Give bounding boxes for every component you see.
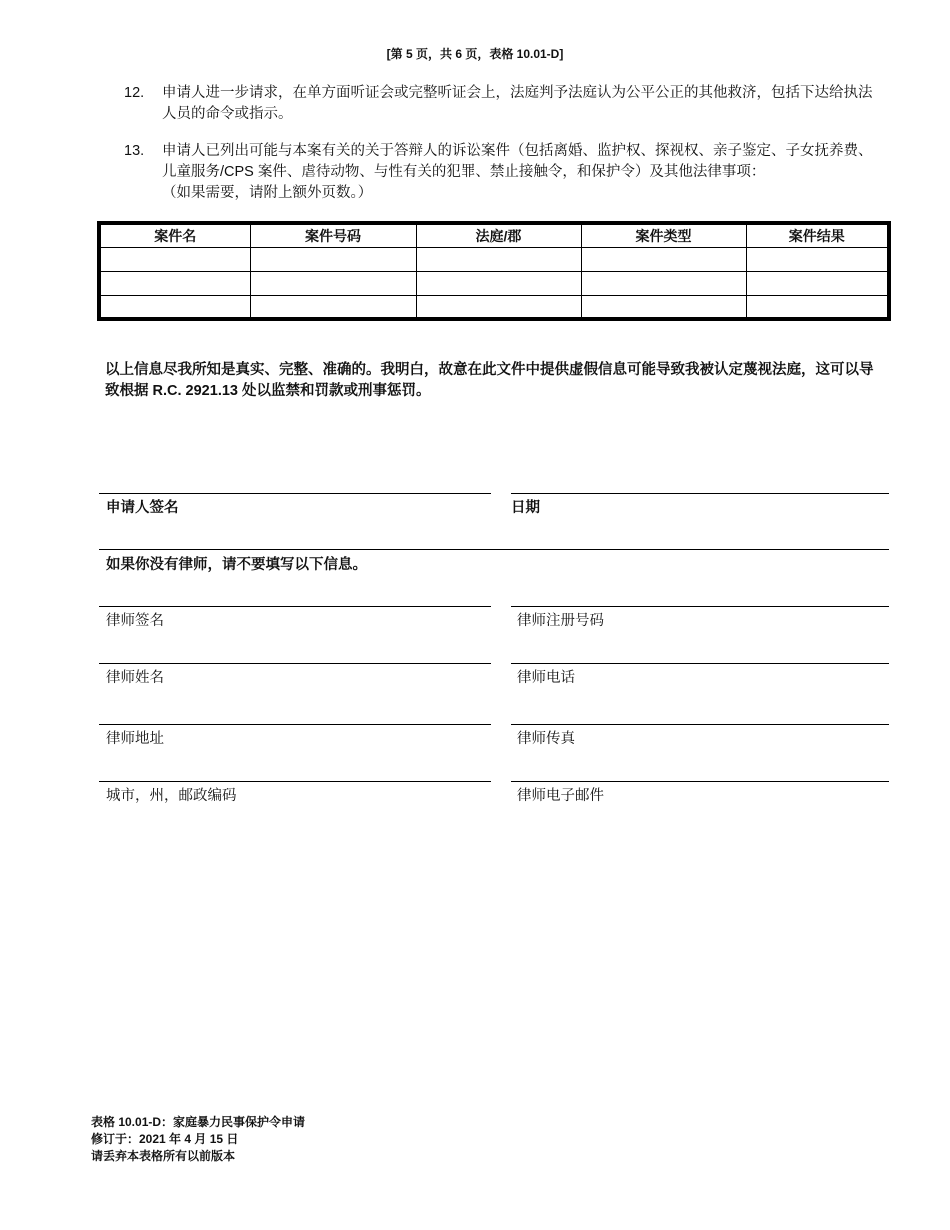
page-header: [第 5 页，共 6 页，表格 10.01-D]: [386, 47, 564, 61]
table-row: [99, 271, 889, 295]
cell[interactable]: [746, 295, 889, 319]
declaration: 以上信息尽我所知是真实、完整、准确的。我明白，故意在此文件中提供虚假信息可能导致我被认定蔑视法庭，这可以导致根据 R.C. 2921.13 处以监禁和罚款或刑事惩罚。: [105, 362, 874, 399]
city-line[interactable]: [99, 781, 491, 782]
attorney-phone-label: 律师电话: [517, 670, 575, 686]
cell[interactable]: [99, 271, 250, 295]
footer-form: 表格 10.01-D：家庭暴力民事保护令申请: [91, 1115, 306, 1129]
item-12: 12. 申请人进一步请求，在单方面听证会或完整听证会上，法庭判予法庭认为公平公正的其他救济，包括下达给执法人员的命令或指示。: [124, 85, 873, 122]
date-line[interactable]: [511, 493, 889, 494]
col-case-name: 案件名: [99, 223, 250, 247]
cell[interactable]: [416, 247, 581, 271]
no-attorney-note: 如果你没有律师，请不要填写以下信息。: [106, 557, 367, 573]
col-case-type: 案件类型: [581, 223, 746, 247]
cell[interactable]: [99, 247, 250, 271]
attorney-address-label: 律师地址: [106, 731, 164, 747]
attorney-signature-label: 律师签名: [106, 613, 164, 629]
attorney-phone-line[interactable]: [511, 663, 889, 664]
cell[interactable]: [746, 247, 889, 271]
attorney-name-line[interactable]: [99, 663, 491, 664]
table-row: [99, 247, 889, 271]
cell[interactable]: [581, 295, 746, 319]
cell[interactable]: [416, 295, 581, 319]
applicant-signature-line[interactable]: [99, 493, 491, 494]
attorney-address-line[interactable]: [99, 724, 491, 725]
attorney-reg-label: 律师注册号码: [517, 613, 604, 629]
footer-discard: 请丢弃本表格所有以前版本: [91, 1149, 236, 1163]
table-header-row: [99, 223, 889, 247]
attorney-reg-line[interactable]: [511, 606, 889, 607]
attorney-name-label: 律师姓名: [106, 670, 164, 686]
col-case-result: 案件结果: [746, 223, 889, 247]
attorney-fax-line[interactable]: [511, 724, 889, 725]
cell[interactable]: [746, 271, 889, 295]
attorney-email-label: 律师电子邮件: [517, 788, 604, 804]
col-case-number: 案件号码: [250, 223, 416, 247]
attorney-fax-label: 律师传真: [517, 731, 575, 747]
cell[interactable]: [250, 247, 416, 271]
divider: [99, 549, 889, 550]
cell[interactable]: [250, 271, 416, 295]
table-row: [99, 295, 889, 319]
applicant-signature-label: 申请人签名: [106, 500, 179, 516]
footer-revised: 修订于：2021 年 4 月 15 日: [91, 1132, 239, 1146]
date-label: 日期: [511, 500, 540, 516]
city-label: 城市，州，邮政编码: [106, 788, 237, 804]
cell[interactable]: [416, 271, 581, 295]
col-court: 法庭/郡: [416, 223, 581, 247]
attorney-email-line[interactable]: [511, 781, 889, 782]
cell[interactable]: [250, 295, 416, 319]
cell[interactable]: [581, 247, 746, 271]
item-13: 13. 申请人已列出可能与本案有关的关于答辩人的诉讼案件（包括离婚、监护权、探视权、亲子鉴定、子女抚养费、儿童服务/CPS 案件、虐待动物、与性有关的犯罪、禁止接触令，和保护令）及其他法律事项： （如果需要，请附上额外页数。）: [124, 143, 873, 201]
cell[interactable]: [99, 295, 250, 319]
footer: [91, 1114, 305, 1165]
cell[interactable]: [581, 271, 746, 295]
attorney-signature-line[interactable]: [99, 606, 491, 607]
cases-table: [97, 221, 891, 321]
